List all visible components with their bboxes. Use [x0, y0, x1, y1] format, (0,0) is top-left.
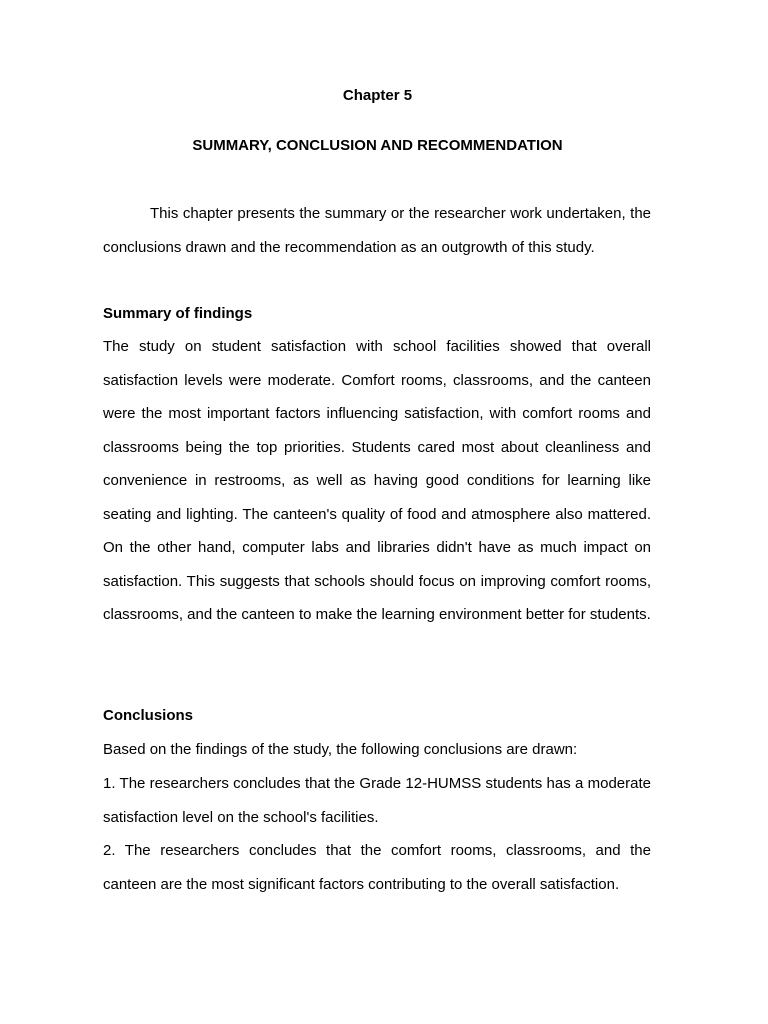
summary-paragraph: The study on student satisfaction with school facilities showed that overall satisfaction levels were moderate. Comfort rooms, classrooms, and the canteen were the most important factors influencing satisfaction, with comfort rooms and classrooms being the top priorities. Students cared most about cleanliness and convenience in restrooms, as well as having good conditions for learning like seating and lighting. The canteen's quality of food and atmosphere also mattered. On the other hand, computer labs and libraries didn't have as much impact on satisfaction. This suggests that schools should focus on improving comfort rooms, classrooms, and the canteen to make the learning environment better for students. — [103, 338, 651, 623]
conclusion-item-2: 2. The researchers concludes that the comfort rooms, classrooms, and the canteen are the most significant factors contributing to the overall satisfaction. — [103, 842, 651, 893]
conclusions-heading: Conclusions — [103, 707, 194, 724]
conclusion-item-1: 1. The researchers concludes that the Grade 12-HUMSS students has a moderate satisfaction level on the school's facilities. — [103, 775, 651, 826]
intro-paragraph: This chapter presents the summary or the researcher work undertaken, the conclusions drawn and the recommendation as an outgrowth of this study. — [103, 205, 651, 256]
conclusions-intro: Based on the findings of the study, the following conclusions are drawn: — [103, 741, 578, 758]
chapter-title: SUMMARY, CONCLUSION AND RECOMMENDATION — [192, 137, 563, 154]
summary-heading: Summary of findings — [103, 305, 253, 322]
chapter-label: Chapter 5 — [342, 87, 413, 104]
